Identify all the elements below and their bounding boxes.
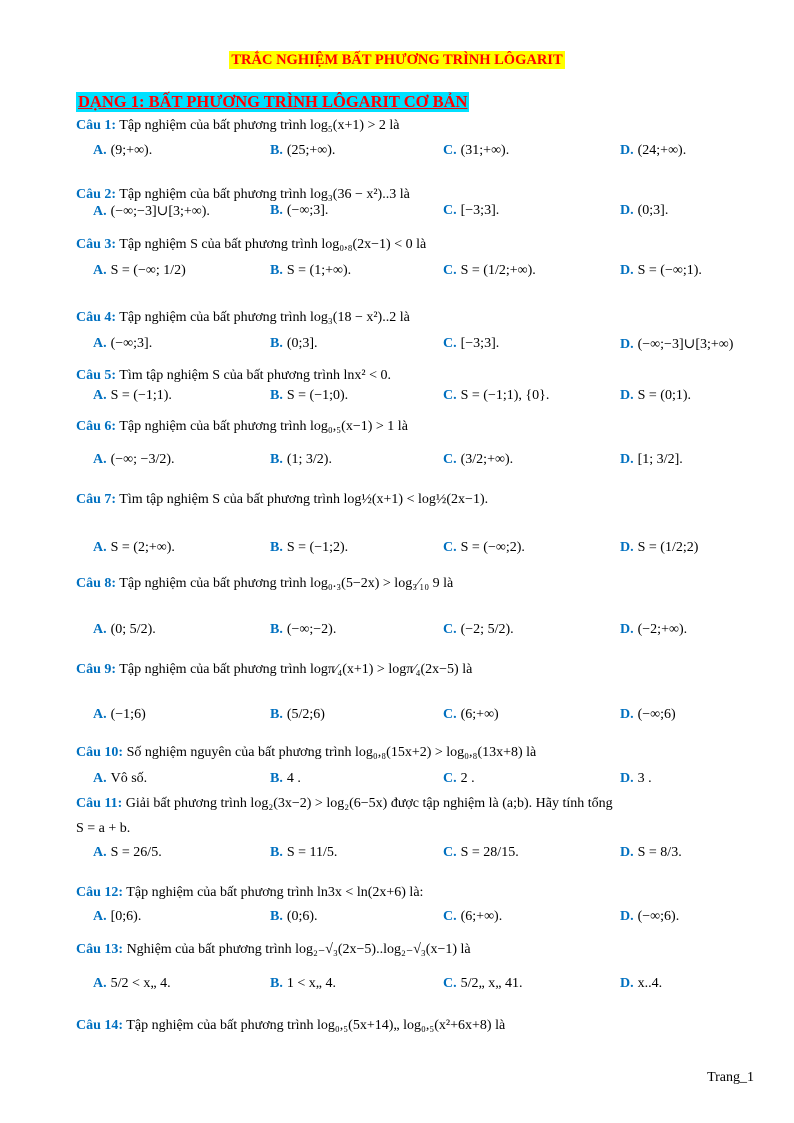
question-label: Câu 10: [76, 745, 124, 760]
answer-option-b[interactable] [270, 263, 351, 279]
option-value: (−2;+∞). [637, 622, 688, 637]
question-4 [76, 310, 410, 326]
answer-option-b[interactable] [270, 452, 332, 468]
page-number: Trang_1 [707, 1070, 754, 1085]
option-value: (−∞;3]. [286, 203, 329, 218]
answer-option-b[interactable] [270, 771, 301, 787]
answer-option-d[interactable] [620, 388, 691, 404]
option-value: S = (−∞; 1/2) [110, 263, 186, 278]
answer-option-a[interactable] [93, 771, 147, 787]
answer-option-d[interactable] [620, 263, 702, 279]
option-value: 4 . [286, 771, 301, 786]
question-12 [76, 885, 423, 901]
option-letter: B. [270, 976, 283, 991]
question-13 [76, 941, 471, 958]
question-label: Câu 13: [76, 942, 124, 957]
option-value: S = 11/5. [286, 845, 338, 860]
option-letter: C. [443, 976, 457, 991]
option-value: [−3;3]. [460, 203, 500, 218]
option-letter: B. [270, 622, 283, 637]
option-letter: D. [620, 203, 634, 218]
question-text: Tập nghiệm của bất phương trình log₀,₅(x−1) > 1 là [116, 419, 408, 434]
answer-option-a[interactable] [93, 143, 152, 159]
option-value: [0;6). [110, 909, 142, 924]
option-value: (−1;6) [110, 707, 146, 722]
option-value: S = (1/2;2) [637, 540, 699, 555]
answer-option-b[interactable] [270, 622, 336, 638]
option-value: S = (2;+∞). [110, 540, 175, 555]
option-letter: A. [93, 452, 107, 467]
answer-option-c[interactable] [443, 452, 513, 468]
answer-option-d[interactable] [620, 909, 679, 925]
question-text: Số nghiệm nguyên của bất phương trình log₀,₈(15x+2) > log₀,₈(13x+8) là [123, 745, 537, 760]
question-text-continued: S = a + b. [76, 821, 131, 836]
answer-option-c[interactable] [443, 388, 549, 404]
answer-option-d[interactable] [620, 143, 686, 159]
option-value: x..4. [637, 976, 663, 991]
option-letter: A. [93, 263, 107, 278]
question-label: Câu 6: [76, 419, 117, 434]
option-value: S = (−1;0). [286, 388, 349, 403]
option-value: (3/2;+∞). [460, 452, 514, 467]
answer-option-d[interactable] [620, 622, 687, 638]
option-value: (−∞;−3]∪[3;+∞). [110, 204, 210, 219]
question-14 [76, 1018, 505, 1034]
answer-option-a[interactable] [93, 707, 146, 723]
question-label: Câu 7: [76, 492, 117, 507]
answer-option-b[interactable] [270, 143, 335, 159]
question-text: Tìm tập nghiệm S của bất phương trình log½(x+1) < log½(2x−1). [116, 492, 489, 507]
option-value: (25;+∞). [286, 143, 336, 158]
option-value: S = (1/2;+∞). [460, 263, 536, 278]
option-value: (9;+∞). [110, 143, 153, 158]
option-letter: C. [443, 203, 457, 218]
question-5 [76, 368, 391, 384]
answer-option-a[interactable] [93, 336, 152, 352]
option-letter: C. [443, 771, 457, 786]
answer-option-d[interactable] [620, 336, 733, 353]
question-text: Giải bất phương trình log₂(3x−2) > log₂(6−5x) được tập nghiệm là (a;b). Hãy tính tổng [122, 796, 613, 811]
answer-option-c[interactable] [443, 707, 499, 723]
option-letter: A. [93, 388, 107, 403]
option-value: (1; 3/2). [286, 452, 332, 467]
answer-option-c[interactable] [443, 336, 499, 352]
option-letter: C. [443, 388, 457, 403]
question-label: Câu 5: [76, 368, 117, 383]
option-letter: D. [620, 263, 634, 278]
option-letter: B. [270, 909, 283, 924]
answer-option-c[interactable] [443, 263, 536, 279]
answer-option-a[interactable] [93, 909, 141, 925]
option-letter: B. [270, 388, 283, 403]
question-label: Câu 2: [76, 187, 117, 202]
option-letter: A. [93, 622, 107, 637]
option-value: S = (−1;2). [286, 540, 349, 555]
option-value: (−∞;6) [637, 707, 676, 722]
answer-option-b[interactable] [270, 388, 348, 404]
question-label: Câu 4: [76, 310, 117, 325]
option-letter: D. [620, 388, 634, 403]
option-letter: B. [270, 143, 283, 158]
answer-option-a[interactable] [93, 388, 172, 404]
question-text: Nghiệm của bất phương trình log₂₋√₃(2x−5)..log₂₋√₃(x−1) là [123, 942, 471, 957]
option-letter: A. [93, 771, 107, 786]
option-letter: B. [270, 845, 283, 860]
option-letter: B. [270, 452, 283, 467]
answer-option-b[interactable] [270, 845, 337, 861]
option-letter: B. [270, 540, 283, 555]
option-value: S = 28/15. [460, 845, 519, 860]
option-letter: C. [443, 143, 457, 158]
question-text: Tập nghiệm S của bất phương trình log₀,₈(2x−1) < 0 là [116, 237, 427, 252]
option-letter: C. [443, 263, 457, 278]
option-value: S = (−1;1). [110, 388, 172, 403]
document-title: TRẮC NGHIỆM BẤT PHƯƠNG TRÌNH LÔGARIT [231, 52, 563, 68]
option-letter: A. [93, 204, 107, 219]
question-text: Tập nghiệm của bất phương trình log₃(18 − x²)..2 là [116, 310, 410, 325]
option-value: Vô số. [110, 771, 148, 786]
question-text: Tập nghiệm của bất phương trình logπ⁄₄(x+1) > logπ⁄₄(2x−5) là [116, 662, 473, 677]
question-9 [76, 662, 472, 678]
option-value: (0;6). [286, 909, 318, 924]
option-value: (31;+∞). [460, 143, 510, 158]
answer-option-a[interactable] [93, 845, 162, 861]
option-letter: A. [93, 336, 107, 351]
answer-option-d[interactable] [620, 452, 683, 468]
option-letter: D. [620, 622, 634, 637]
option-letter: B. [270, 336, 283, 351]
option-letter: D. [620, 143, 634, 158]
option-value: S = (−1;1), {0}. [460, 388, 550, 403]
question-7 [76, 492, 488, 508]
option-letter: D. [620, 707, 634, 722]
question-3 [76, 237, 426, 253]
option-letter: D. [620, 337, 634, 352]
answer-option-b[interactable] [270, 336, 318, 352]
question-label: Câu 12: [76, 885, 124, 900]
option-letter: B. [270, 771, 283, 786]
option-letter: D. [620, 976, 634, 991]
answer-option-b[interactable] [270, 707, 325, 723]
option-value: (−∞; −3/2). [110, 452, 175, 467]
answer-option-d[interactable] [620, 845, 682, 861]
option-value: 1 < x„ 4. [286, 976, 336, 991]
answer-option-c[interactable] [443, 976, 522, 992]
option-letter: C. [443, 336, 457, 351]
question-text: Tìm tập nghiệm S của bất phương trình lnx² < 0. [116, 368, 391, 383]
option-letter: A. [93, 909, 107, 924]
option-letter: C. [443, 622, 457, 637]
option-value: (0;3]. [286, 336, 318, 351]
option-letter: D. [620, 452, 634, 467]
option-letter: A. [93, 976, 107, 991]
option-value: 2 . [460, 771, 475, 786]
answer-option-b[interactable] [270, 909, 318, 925]
answer-option-d[interactable] [620, 976, 662, 992]
question-text: Tập nghiệm của bất phương trình ln3x < ln(2x+6) là: [123, 885, 424, 900]
question-label: Câu 9: [76, 662, 117, 677]
option-letter: D. [620, 845, 634, 860]
question-label: Câu 1: [76, 118, 117, 133]
option-value: (6;+∞). [460, 909, 503, 924]
answer-option-d[interactable] [620, 771, 652, 787]
option-letter: C. [443, 845, 457, 860]
answer-option-a[interactable] [93, 203, 210, 220]
option-letter: D. [620, 771, 634, 786]
question-11 [76, 796, 613, 812]
option-value: S = 8/3. [637, 845, 682, 860]
option-value: (0; 5/2). [110, 622, 156, 637]
answer-option-a[interactable] [93, 263, 186, 279]
option-value: (0;3]. [637, 203, 669, 218]
answer-option-b[interactable] [270, 203, 328, 219]
answer-option-b[interactable] [270, 540, 348, 556]
answer-option-b[interactable] [270, 976, 336, 992]
option-value: (−∞;3]. [110, 336, 153, 351]
answer-option-c[interactable] [443, 771, 475, 787]
answer-option-d[interactable] [620, 707, 676, 723]
answer-option-a[interactable] [93, 452, 175, 468]
option-letter: A. [93, 143, 107, 158]
option-value: [1; 3/2]. [637, 452, 683, 467]
option-value: 5/2 < x„ 4. [110, 976, 171, 991]
question-2 [76, 187, 410, 203]
answer-option-a[interactable] [93, 976, 171, 992]
question-6 [76, 419, 408, 435]
option-value: S = (1;+∞). [286, 263, 352, 278]
question-text: Tập nghiệm của bất phương trình log₀,₅(5x+14)„ log₀,₅(x²+6x+8) là [123, 1018, 506, 1033]
option-letter: A. [93, 540, 107, 555]
option-letter: C. [443, 909, 457, 924]
question-label: Câu 3: [76, 237, 117, 252]
question-label: Câu 14: [76, 1018, 124, 1033]
option-letter: D. [620, 540, 634, 555]
answer-option-a[interactable] [93, 622, 156, 638]
option-value: 5/2„ x„ 41. [460, 976, 523, 991]
answer-option-c[interactable] [443, 909, 502, 925]
option-value: (6;+∞) [460, 707, 499, 722]
answer-option-c[interactable] [443, 622, 514, 638]
option-letter: B. [270, 707, 283, 722]
option-value: [−3;3]. [460, 336, 500, 351]
option-letter: B. [270, 263, 283, 278]
option-letter: C. [443, 707, 457, 722]
answer-option-c[interactable] [443, 203, 499, 219]
option-value: (−∞;−3]∪[3;+∞) [637, 337, 734, 352]
question-text: Tập nghiệm của bất phương trình log₅(x+1) > 2 là [116, 118, 400, 133]
option-value: (24;+∞). [637, 143, 687, 158]
answer-option-a[interactable] [93, 540, 175, 556]
option-letter: B. [270, 203, 283, 218]
answer-option-d[interactable] [620, 203, 668, 219]
question-1 [76, 118, 400, 134]
answer-option-c[interactable] [443, 143, 509, 159]
option-letter: A. [93, 845, 107, 860]
question-text: Tập nghiệm của bất phương trình log₃(36 − x²)..3 là [116, 187, 410, 202]
answer-option-c[interactable] [443, 540, 525, 556]
option-value: (−∞;−2). [286, 622, 337, 637]
option-value: (5/2;6) [286, 707, 325, 722]
option-value: S = (−∞;1). [637, 263, 702, 278]
option-letter: D. [620, 909, 634, 924]
option-letter: C. [443, 452, 457, 467]
question-label: Câu 11: [76, 796, 123, 811]
option-value: 3 . [637, 771, 652, 786]
question-text: Tập nghiệm của bất phương trình log₀.₃(5−2x) > log₃⁄₁₀ 9 là [116, 576, 454, 591]
option-value: S = (0;1). [637, 388, 692, 403]
option-value: (−∞;6). [637, 909, 680, 924]
question-label: Câu 8: [76, 576, 117, 591]
option-value: (−2; 5/2). [460, 622, 514, 637]
answer-option-d[interactable] [620, 540, 698, 556]
option-value: S = 26/5. [110, 845, 162, 860]
question-10 [76, 745, 536, 761]
answer-option-c[interactable] [443, 845, 519, 861]
option-value: S = (−∞;2). [460, 540, 525, 555]
section-heading: DẠNG 1: BẤT PHƯƠNG TRÌNH LÔGARIT CƠ BẢN [78, 92, 468, 111]
option-letter: A. [93, 707, 107, 722]
question-8 [76, 576, 453, 592]
option-letter: C. [443, 540, 457, 555]
